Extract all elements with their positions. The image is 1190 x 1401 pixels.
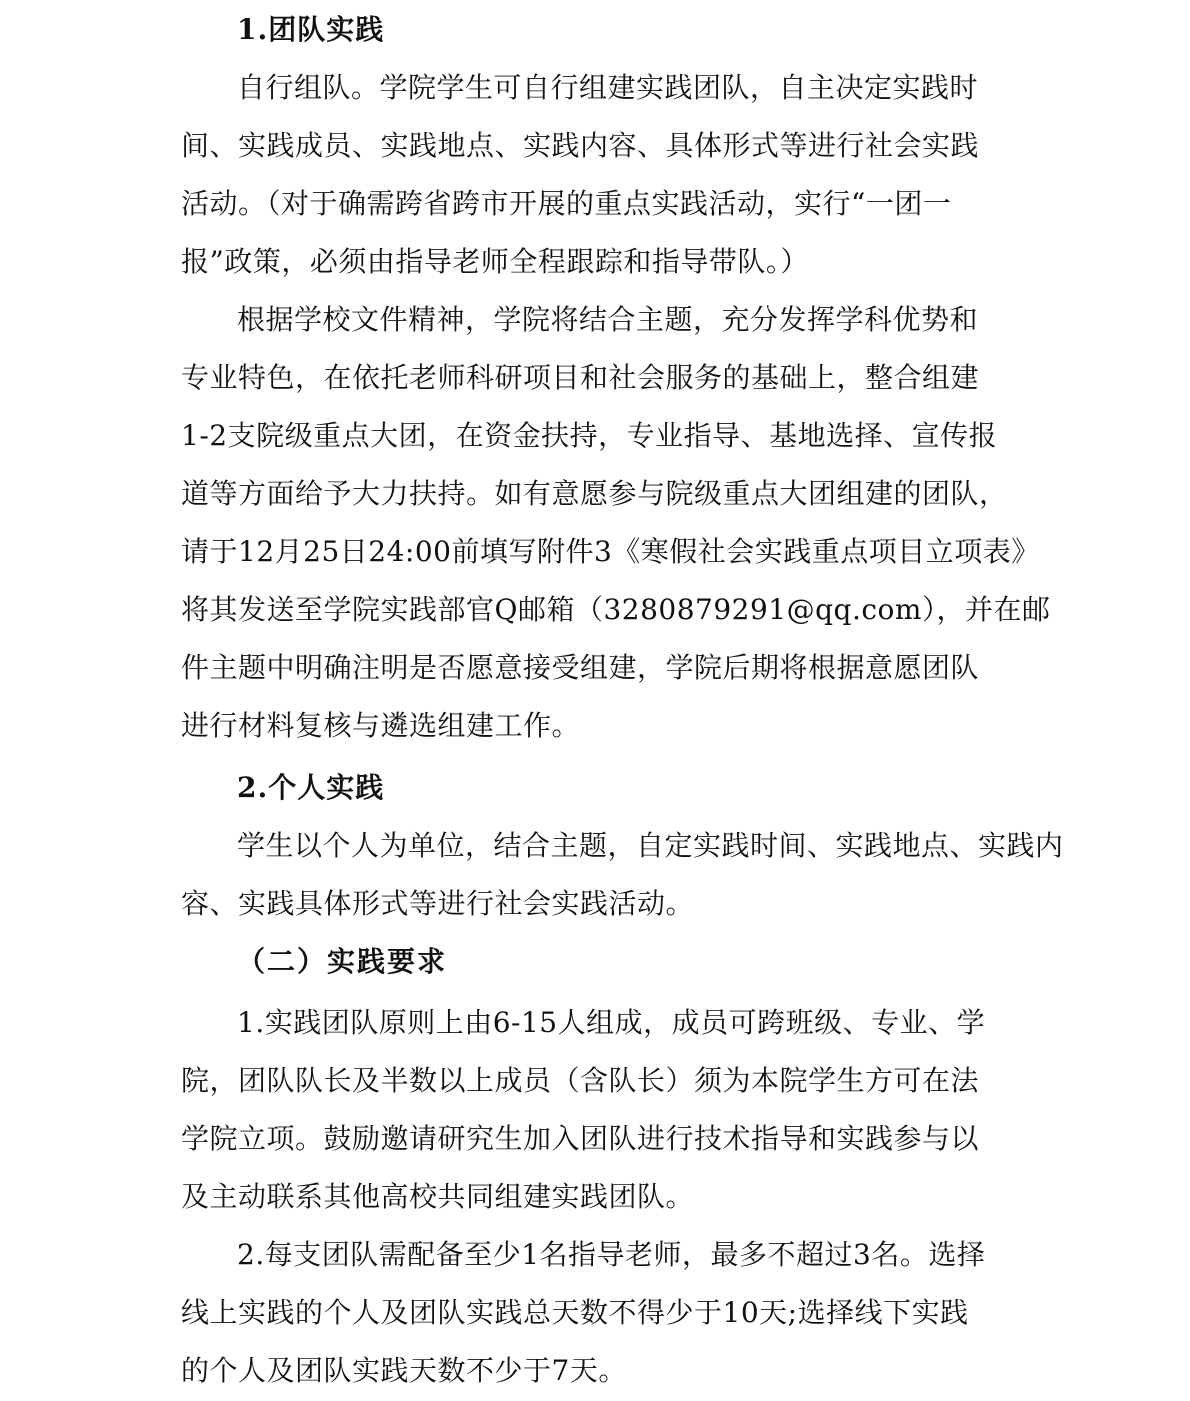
paragraph-line: 报”政策，必须由指导老师全程跟踪和指导带队。） [181,245,809,278]
paragraph-line: 1.实践团队原则上由6-15人组成，成员可跨班级、专业、学 [237,1006,986,1039]
paragraph-line: 的个人及团队实践天数不少于7天。 [181,1354,627,1387]
section-heading-practice-requirements: （二）实践要求 [237,945,448,978]
paragraph-line: 专业特色，在依托老师科研项目和社会服务的基础上，整合组建 [181,361,980,394]
paragraph-line: 1-2支院级重点大团，在资金扶持，专业指导、基地选择、宣传报 [181,419,998,452]
section-heading-team-practice: 1.团队实践 [237,13,385,46]
paragraph-line: 学院立项。鼓励邀请研究生加入团队进行技术指导和实践参与以 [181,1122,980,1155]
paragraph-line: 道等方面给予大力扶持。如有意愿参与院级重点大团组建的团队， [181,477,1008,510]
paragraph-line: 件主题中明确注明是否愿意接受组建，学院后期将根据意愿团队 [181,651,980,684]
paragraph-line: 间、实践成员、实践地点、实践内容、具体形式等进行社会实践 [181,129,980,162]
paragraph-line: 进行材料复核与遴选组建工作。 [181,709,581,742]
paragraph-line: 自行组队。学院学生可自行组建实践团队，自主决定实践时 [237,71,979,104]
paragraph-line: 根据学校文件精神，学院将结合主题，充分发挥学科优势和 [237,303,979,336]
paragraph-line: 及主动联系其他高校共同组建实践团队。 [181,1180,695,1213]
paragraph-line: 线上实践的个人及团队实践总天数不得少于10天;选择线下实践 [181,1296,969,1329]
paragraph-line: 2.每支团队需配备至少1名指导老师，最多不超过3名。选择 [237,1238,986,1271]
paragraph-line: 院，团队队长及半数以上成员（含队长）须为本院学生方可在法 [181,1064,980,1097]
paragraph-line: 活动。（对于确需跨省跨市开展的重点实践活动，实行“一团一 [181,187,952,220]
paragraph-line: 容、实践具体形式等进行社会实践活动。 [181,887,695,920]
section-heading-individual-practice: 2.个人实践 [237,771,385,804]
paragraph-line: 学生以个人为单位，结合主题，自定实践时间、实践地点、实践内 [237,829,1064,862]
paragraph-line: 将其发送至学院实践部官Q邮箱（3280879291@qq.com），并在邮 [181,593,1051,626]
paragraph-line: 请于12月25日24:00前填写附件3《寒假社会实践重点项目立项表》 [181,535,1040,568]
